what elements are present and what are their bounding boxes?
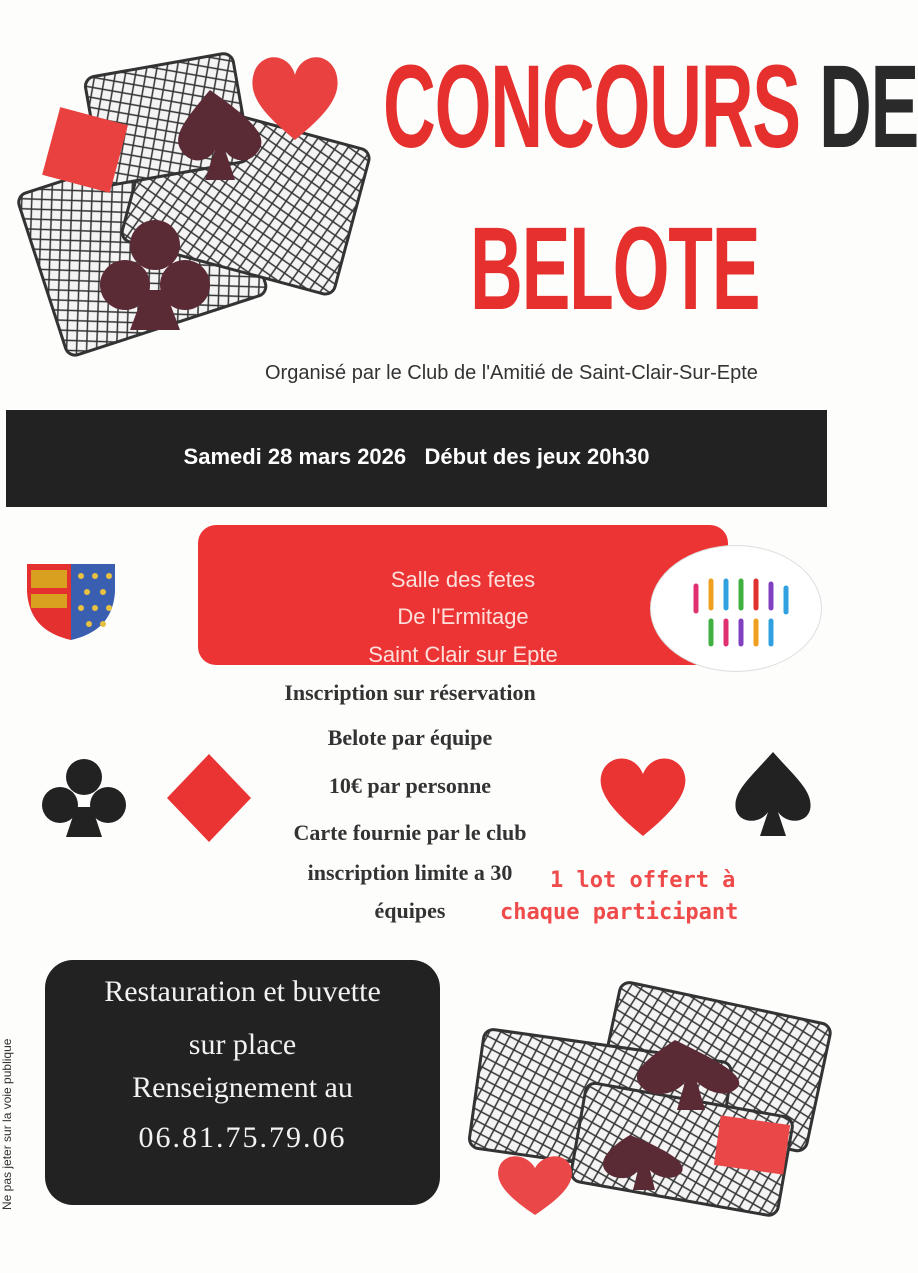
- venue-line-2: De l'Ermitage: [397, 604, 529, 629]
- club-logo: [650, 545, 822, 672]
- info-reservation: Inscription sur réservation: [284, 680, 536, 705]
- date-band-text: Samedi 28 mars 2026 Début des jeux 20h30: [183, 444, 650, 469]
- info-price: 10€ par personne: [328, 773, 492, 798]
- restauration-line-2: sur place: [188, 1028, 297, 1061]
- info-cards: Carte fournie par le club: [293, 820, 527, 845]
- info-team: Belote par équipe: [327, 725, 493, 750]
- phone-number: 06.81.75.79.06: [138, 1121, 347, 1154]
- playing-cards-illustration-top: [5, 35, 385, 410]
- title-de: DE: [818, 41, 918, 173]
- title-line-2: BELOTE: [470, 203, 760, 335]
- info-limit-line-2: équipes: [374, 898, 446, 923]
- coat-of-arms-icon: [25, 562, 117, 642]
- playing-cards-illustration-bottom: [455, 990, 835, 1220]
- venue-line-1: Salle des fetes: [390, 567, 536, 592]
- info-limit-line-1: inscription limite a 30: [307, 860, 513, 885]
- vertical-note: Ne pas jeter sur la voie publique: [0, 1038, 14, 1210]
- organizer-text: Organisé par le Club de l'Amitié de Saint-Clair-Sur-Epte: [265, 362, 758, 384]
- restauration-line-3: Renseignement au: [132, 1071, 353, 1104]
- prize-line-1: 1 lot offert à: [550, 868, 736, 893]
- heart-icon: [498, 1156, 572, 1215]
- restauration-line-1: Restauration et buvette: [104, 975, 381, 1008]
- venue-line-3: Saint Clair sur Epte: [368, 642, 558, 667]
- prize-line-2: chaque participant: [500, 900, 739, 925]
- title-line-1: [383, 41, 918, 173]
- diamond-card-icon: [714, 1115, 790, 1174]
- title-concours: CONCOURS: [383, 41, 819, 173]
